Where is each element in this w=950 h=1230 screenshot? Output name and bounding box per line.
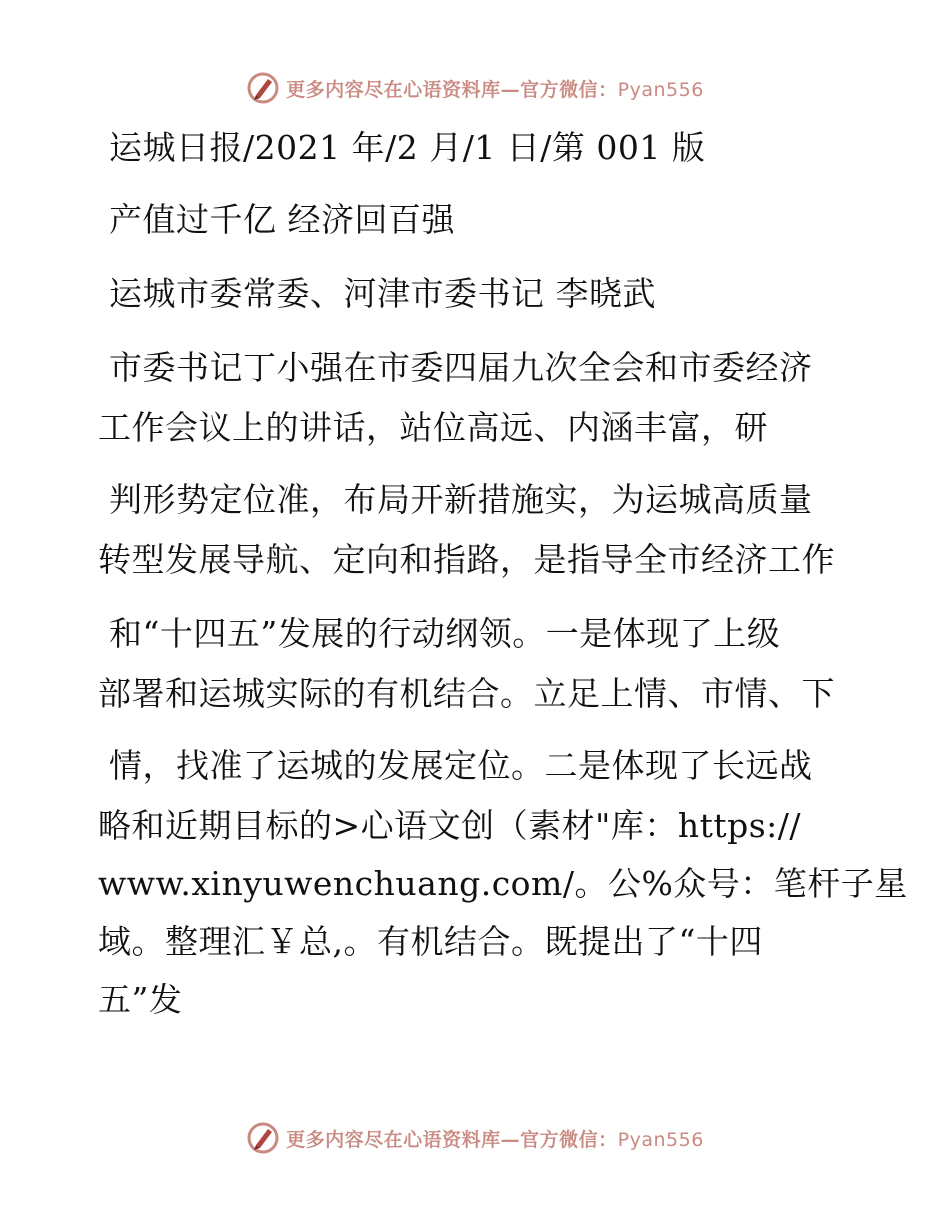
article-line: 五”发	[98, 980, 183, 1019]
footer-watermark-text: 更多内容尽在心语资料库—官方微信：Pyan556	[286, 1128, 704, 1151]
article-line: 域。整理汇￥总,。有机结合。既提出了“十四	[98, 922, 763, 961]
article-line: 判形势定位准，布局开新措施实，为运城高质量	[109, 480, 813, 519]
article-title: 产值过千亿 经济回百强	[109, 200, 455, 239]
header-watermark-text: 更多内容尽在心语资料库—官方微信：Pyan556	[286, 78, 704, 101]
footer-watermark-id: Pyan556	[617, 1128, 704, 1151]
article-line: 工作会议上的讲话，站位高远、内涵丰富，研	[98, 408, 768, 447]
article-source-line: 运城日报/2021 年/2 月/1 日/第 001 版	[109, 128, 706, 167]
article-line: 情，找准了运城的发展定位。二是体现了长远战	[109, 746, 813, 785]
article-line: 市委书记丁小强在市委四届九次全会和市委经济	[109, 348, 813, 387]
header-watermark	[0, 68, 950, 108]
pen-logo-icon	[246, 71, 280, 105]
article-line: 和“十四五”发展的行动纲领。一是体现了上级	[109, 614, 781, 653]
article-line: 部署和运城实际的有机结合。立足上情、市情、下	[98, 674, 835, 713]
pen-logo-icon	[246, 1121, 280, 1155]
article-line: 略和近期目标的>心语文创（素材"库：https://	[98, 806, 802, 845]
header-watermark-id: Pyan556	[617, 78, 704, 101]
article-line: www.xinyuwenchuang.com/。公%众号：笔杆子星	[98, 864, 908, 903]
footer-watermark	[0, 1118, 950, 1158]
article-author: 运城市委常委、河津市委书记 李晓武	[109, 274, 656, 313]
article-line: 转型发展导航、定向和指路，是指导全市经济工作	[98, 540, 835, 579]
